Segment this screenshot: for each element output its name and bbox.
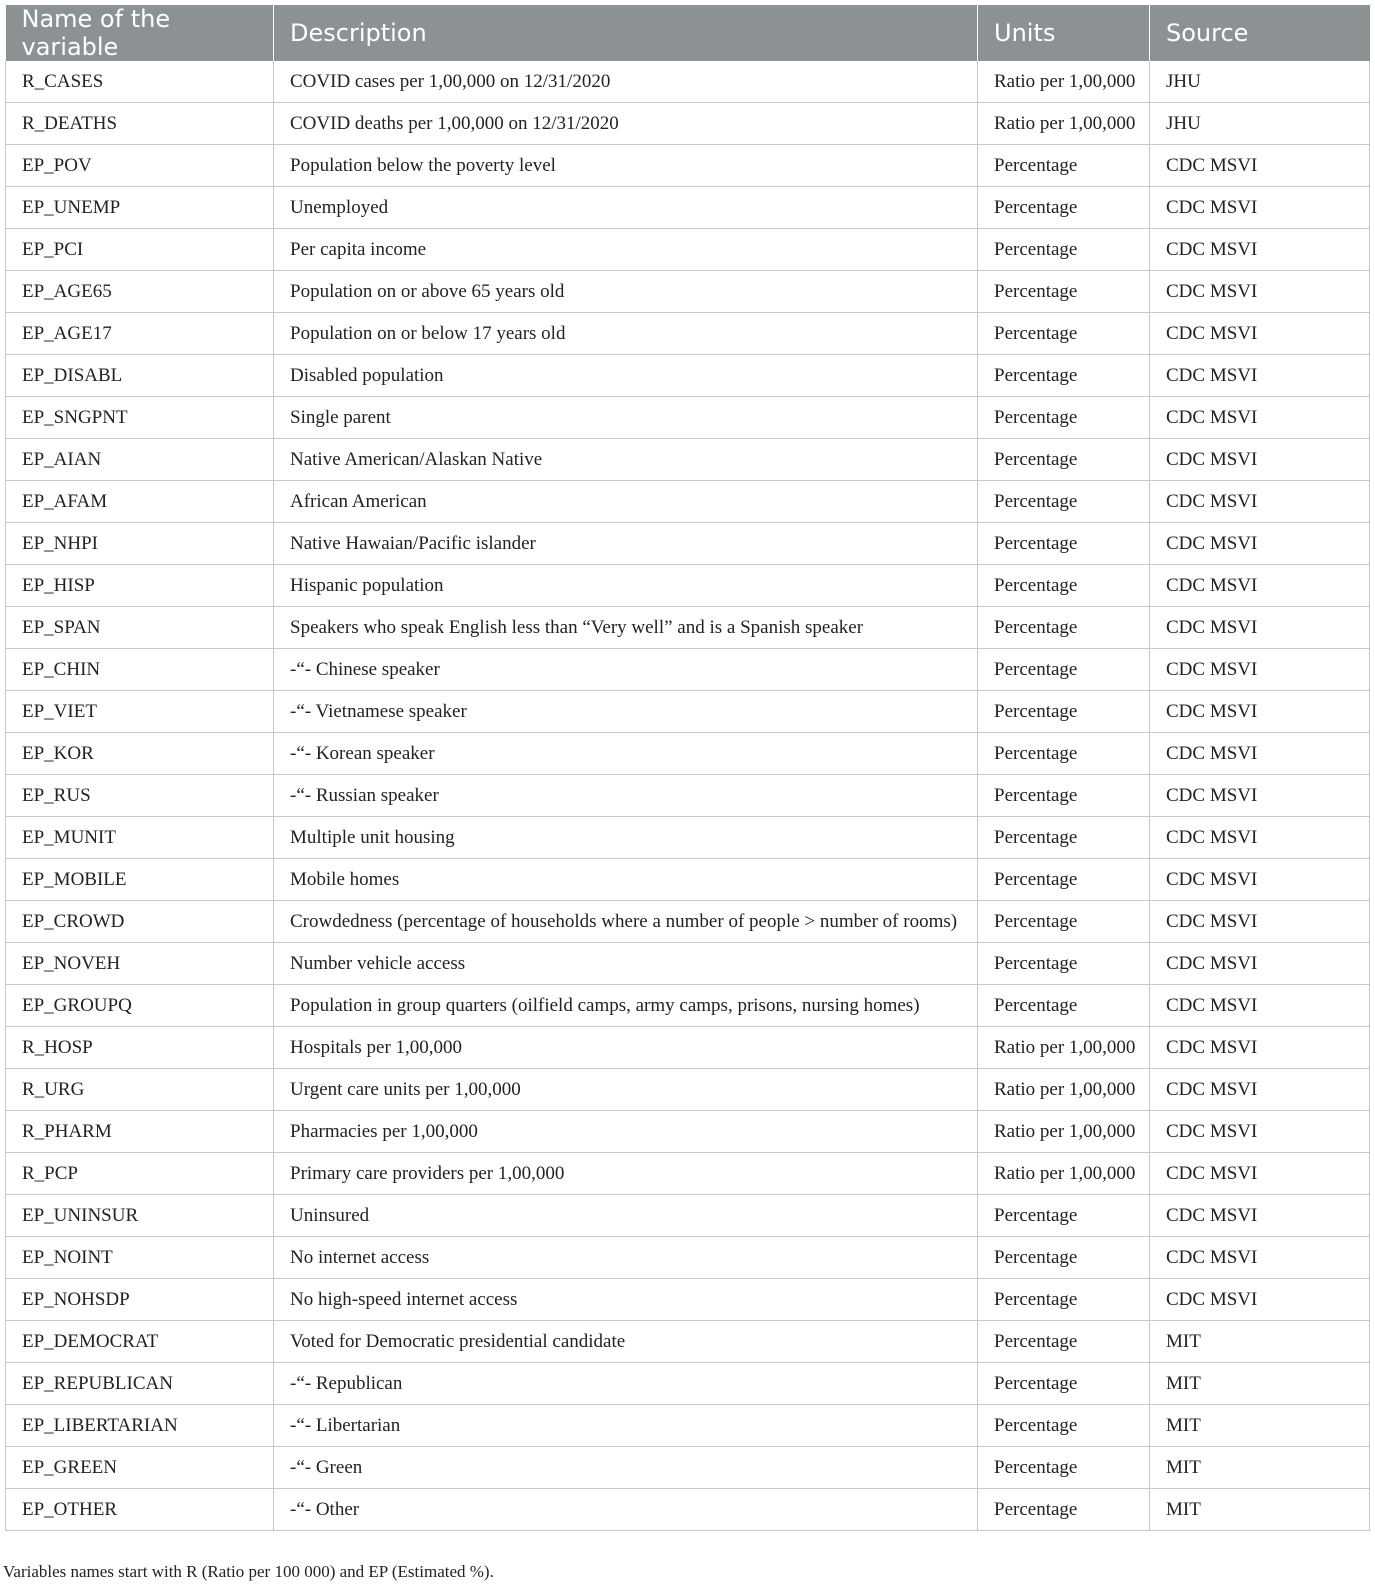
cell-source: CDC MSVI	[1150, 565, 1370, 607]
cell-description: Population on or below 17 years old	[274, 313, 978, 355]
cell-variable-name: EP_KOR	[6, 733, 274, 775]
cell-source: MIT	[1150, 1405, 1370, 1447]
table-row	[6, 901, 1370, 943]
cell-variable-name: EP_PCI	[6, 229, 274, 271]
cell-units: Ratio per 1,00,000	[978, 1111, 1150, 1153]
cell-source: MIT	[1150, 1447, 1370, 1489]
cell-units: Percentage	[978, 439, 1150, 481]
table-row	[6, 103, 1370, 145]
cell-source: MIT	[1150, 1363, 1370, 1405]
cell-units: Percentage	[978, 1363, 1150, 1405]
cell-source: CDC MSVI	[1150, 1111, 1370, 1153]
table-row	[6, 775, 1370, 817]
cell-variable-name: EP_SPAN	[6, 607, 274, 649]
table-row	[6, 691, 1370, 733]
cell-variable-name: EP_POV	[6, 145, 274, 187]
cell-units: Percentage	[978, 691, 1150, 733]
cell-units: Percentage	[978, 523, 1150, 565]
cell-units: Percentage	[978, 313, 1150, 355]
cell-units: Percentage	[978, 649, 1150, 691]
cell-source: CDC MSVI	[1150, 145, 1370, 187]
table-row	[6, 1237, 1370, 1279]
cell-units: Percentage	[978, 229, 1150, 271]
cell-variable-name: EP_NOVEH	[6, 943, 274, 985]
cell-source: CDC MSVI	[1150, 1237, 1370, 1279]
cell-source: CDC MSVI	[1150, 355, 1370, 397]
cell-description: No high-speed internet access	[274, 1279, 978, 1321]
cell-description: Urgent care units per 1,00,000	[274, 1069, 978, 1111]
cell-description: Mobile homes	[274, 859, 978, 901]
cell-description: Voted for Democratic presidential candidate	[274, 1321, 978, 1363]
cell-description: -“- Other	[274, 1489, 978, 1531]
cell-description: Disabled population	[274, 355, 978, 397]
cell-units: Ratio per 1,00,000	[978, 1027, 1150, 1069]
table-row	[6, 271, 1370, 313]
table-row	[6, 397, 1370, 439]
cell-units: Percentage	[978, 1321, 1150, 1363]
cell-variable-name: EP_AGE65	[6, 271, 274, 313]
cell-source: CDC MSVI	[1150, 817, 1370, 859]
table-row	[6, 481, 1370, 523]
cell-variable-name: EP_MOBILE	[6, 859, 274, 901]
table-row	[6, 943, 1370, 985]
cell-description: Native American/Alaskan Native	[274, 439, 978, 481]
table-row	[6, 313, 1370, 355]
cell-description: Primary care providers per 1,00,000	[274, 1153, 978, 1195]
header-name: Name of the variable	[6, 5, 274, 61]
cell-units: Percentage	[978, 1279, 1150, 1321]
cell-variable-name: EP_CROWD	[6, 901, 274, 943]
cell-variable-name: EP_UNEMP	[6, 187, 274, 229]
table-row	[6, 1405, 1370, 1447]
cell-source: CDC MSVI	[1150, 607, 1370, 649]
cell-units: Percentage	[978, 817, 1150, 859]
cell-source: CDC MSVI	[1150, 649, 1370, 691]
cell-description: Multiple unit housing	[274, 817, 978, 859]
header-description: Description	[274, 5, 978, 61]
cell-variable-name: EP_UNINSUR	[6, 1195, 274, 1237]
cell-units: Ratio per 1,00,000	[978, 61, 1150, 103]
cell-units: Percentage	[978, 565, 1150, 607]
cell-variable-name: R_CASES	[6, 61, 274, 103]
table-row	[6, 1447, 1370, 1489]
cell-description: Population on or above 65 years old	[274, 271, 978, 313]
table-row	[6, 817, 1370, 859]
cell-units: Percentage	[978, 775, 1150, 817]
cell-source: MIT	[1150, 1321, 1370, 1363]
cell-description: -“- Vietnamese speaker	[274, 691, 978, 733]
cell-units: Percentage	[978, 271, 1150, 313]
table-row	[6, 859, 1370, 901]
table-row	[6, 565, 1370, 607]
cell-variable-name: EP_REPUBLICAN	[6, 1363, 274, 1405]
variables-table	[5, 5, 1370, 1531]
table-row	[6, 1489, 1370, 1531]
cell-units: Percentage	[978, 1237, 1150, 1279]
table-row	[6, 1321, 1370, 1363]
cell-source: CDC MSVI	[1150, 313, 1370, 355]
table-row	[6, 145, 1370, 187]
cell-description: No internet access	[274, 1237, 978, 1279]
table-header	[6, 5, 1370, 61]
table-row	[6, 607, 1370, 649]
cell-units: Percentage	[978, 397, 1150, 439]
cell-source: CDC MSVI	[1150, 1279, 1370, 1321]
cell-description: -“- Libertarian	[274, 1405, 978, 1447]
table-body	[6, 61, 1370, 1531]
table-row	[6, 1069, 1370, 1111]
cell-units: Percentage	[978, 985, 1150, 1027]
cell-units: Percentage	[978, 901, 1150, 943]
cell-source: CDC MSVI	[1150, 229, 1370, 271]
cell-description: COVID cases per 1,00,000 on 12/31/2020	[274, 61, 978, 103]
table-row	[6, 439, 1370, 481]
cell-source: CDC MSVI	[1150, 187, 1370, 229]
cell-variable-name: EP_OTHER	[6, 1489, 274, 1531]
cell-units: Percentage	[978, 1489, 1150, 1531]
cell-variable-name: EP_GROUPQ	[6, 985, 274, 1027]
cell-description: -“- Korean speaker	[274, 733, 978, 775]
cell-variable-name: EP_HISP	[6, 565, 274, 607]
cell-description: Crowdedness (percentage of households where a number of people > number of rooms)	[274, 901, 978, 943]
cell-variable-name: EP_DEMOCRAT	[6, 1321, 274, 1363]
cell-variable-name: EP_CHIN	[6, 649, 274, 691]
cell-source: CDC MSVI	[1150, 1027, 1370, 1069]
cell-description: Population in group quarters (oilfield camps, army camps, prisons, nursing homes)	[274, 985, 978, 1027]
cell-variable-name: R_PHARM	[6, 1111, 274, 1153]
cell-variable-name: EP_LIBERTARIAN	[6, 1405, 274, 1447]
table-row	[6, 1027, 1370, 1069]
cell-variable-name: EP_NOHSDP	[6, 1279, 274, 1321]
cell-description: Hispanic population	[274, 565, 978, 607]
cell-units: Percentage	[978, 355, 1150, 397]
table-row	[6, 1363, 1370, 1405]
cell-source: MIT	[1150, 1489, 1370, 1531]
cell-units: Percentage	[978, 1447, 1150, 1489]
cell-description: Native Hawaian/Pacific islander	[274, 523, 978, 565]
table-row	[6, 1195, 1370, 1237]
cell-variable-name: R_PCP	[6, 1153, 274, 1195]
cell-units: Ratio per 1,00,000	[978, 1153, 1150, 1195]
cell-source: CDC MSVI	[1150, 1153, 1370, 1195]
header-units: Units	[978, 5, 1150, 61]
cell-description: Uninsured	[274, 1195, 978, 1237]
cell-units: Percentage	[978, 481, 1150, 523]
cell-source: CDC MSVI	[1150, 523, 1370, 565]
cell-source: CDC MSVI	[1150, 901, 1370, 943]
cell-variable-name: EP_NHPI	[6, 523, 274, 565]
cell-source: CDC MSVI	[1150, 775, 1370, 817]
cell-variable-name: EP_DISABL	[6, 355, 274, 397]
cell-description: African American	[274, 481, 978, 523]
cell-source: CDC MSVI	[1150, 1069, 1370, 1111]
header-row	[6, 5, 1370, 61]
cell-description: Hospitals per 1,00,000	[274, 1027, 978, 1069]
cell-description: COVID deaths per 1,00,000 on 12/31/2020	[274, 103, 978, 145]
table-row	[6, 61, 1370, 103]
table-row	[6, 1279, 1370, 1321]
cell-variable-name: EP_AGE17	[6, 313, 274, 355]
cell-source: CDC MSVI	[1150, 1195, 1370, 1237]
cell-variable-name: R_DEATHS	[6, 103, 274, 145]
cell-source: CDC MSVI	[1150, 943, 1370, 985]
cell-variable-name: R_HOSP	[6, 1027, 274, 1069]
cell-variable-name: EP_VIET	[6, 691, 274, 733]
cell-units: Percentage	[978, 733, 1150, 775]
cell-units: Ratio per 1,00,000	[978, 103, 1150, 145]
cell-source: JHU	[1150, 61, 1370, 103]
cell-variable-name: EP_GREEN	[6, 1447, 274, 1489]
table-footnote: Variables names start with R (Ratio per 100 000) and EP (Estimated %).	[3, 1562, 494, 1581]
cell-variable-name: R_URG	[6, 1069, 274, 1111]
cell-units: Percentage	[978, 1405, 1150, 1447]
cell-source: CDC MSVI	[1150, 859, 1370, 901]
cell-source: CDC MSVI	[1150, 397, 1370, 439]
table-row	[6, 649, 1370, 691]
variables-table-container	[5, 5, 1369, 1531]
cell-description: Unemployed	[274, 187, 978, 229]
table-row	[6, 985, 1370, 1027]
cell-source: CDC MSVI	[1150, 985, 1370, 1027]
cell-source: CDC MSVI	[1150, 733, 1370, 775]
cell-variable-name: EP_RUS	[6, 775, 274, 817]
cell-units: Percentage	[978, 943, 1150, 985]
cell-units: Ratio per 1,00,000	[978, 1069, 1150, 1111]
cell-units: Percentage	[978, 607, 1150, 649]
cell-source: CDC MSVI	[1150, 271, 1370, 313]
cell-description: Single parent	[274, 397, 978, 439]
cell-description: -“- Chinese speaker	[274, 649, 978, 691]
table-row	[6, 733, 1370, 775]
cell-variable-name: EP_SNGPNT	[6, 397, 274, 439]
cell-variable-name: EP_AIAN	[6, 439, 274, 481]
cell-source: CDC MSVI	[1150, 691, 1370, 733]
table-row	[6, 1111, 1370, 1153]
cell-source: CDC MSVI	[1150, 439, 1370, 481]
cell-variable-name: EP_AFAM	[6, 481, 274, 523]
cell-source: JHU	[1150, 103, 1370, 145]
header-source: Source	[1150, 5, 1370, 61]
table-row	[6, 1153, 1370, 1195]
cell-description: -“- Green	[274, 1447, 978, 1489]
cell-units: Percentage	[978, 145, 1150, 187]
cell-description: Speakers who speak English less than “Very well” and is a Spanish speaker	[274, 607, 978, 649]
table-row	[6, 523, 1370, 565]
cell-description: Pharmacies per 1,00,000	[274, 1111, 978, 1153]
table-row	[6, 229, 1370, 271]
cell-variable-name: EP_NOINT	[6, 1237, 274, 1279]
table-row	[6, 355, 1370, 397]
cell-description: Per capita income	[274, 229, 978, 271]
cell-units: Percentage	[978, 859, 1150, 901]
cell-variable-name: EP_MUNIT	[6, 817, 274, 859]
table-row	[6, 187, 1370, 229]
cell-source: CDC MSVI	[1150, 481, 1370, 523]
cell-description: -“- Russian speaker	[274, 775, 978, 817]
cell-units: Percentage	[978, 1195, 1150, 1237]
cell-description: -“- Republican	[274, 1363, 978, 1405]
cell-units: Percentage	[978, 187, 1150, 229]
cell-description: Population below the poverty level	[274, 145, 978, 187]
cell-description: Number vehicle access	[274, 943, 978, 985]
